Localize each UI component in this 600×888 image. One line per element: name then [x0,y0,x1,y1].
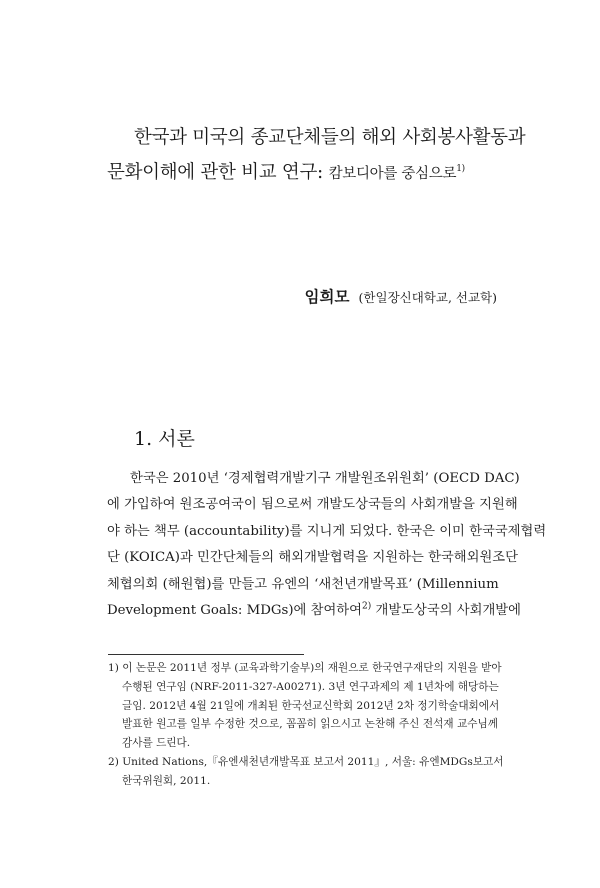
paper-title-line-1: 한국과 미국의 종교단체들의 해외 사회봉사활동과 [134,127,526,148]
footnote-divider [108,654,304,655]
body-line: 체협의회 (해원협)를 만들고 유엔의 ‘새천년개발목표’ (Millennium [107,576,499,592]
author-affiliation: (한일장신대학교, 선교학) [358,290,497,305]
author-byline [305,285,497,307]
body-line: 야 하는 책무 (accountability)를 지니게 되었다. 한국은 이미 한국국제협력 [107,523,547,539]
body-line-text: Development Goals: MDGs)에 참여하여 [107,602,362,618]
footnote-ref-2[interactable]: 2) [362,601,372,612]
footnote-2-line: 한국위원회, 2011. [122,774,211,787]
footnotes [108,659,504,791]
footnote-1-line: 발표한 원고를 일부 수정한 것으로, 꼼꼼히 읽으시고 논찬해 주신 전석재 교수님께 [122,718,498,731]
body-line-text: 개발도상국의 사회개발에 [371,602,521,618]
body-paragraph [107,466,547,624]
body-line-last [107,598,521,624]
paper-title-main: 문화이해에 관한 비교 연구: [107,162,323,183]
footnote-1-line: 수행된 연구임 (NRF-2011-327-A00271). 3년 연구과제의 제 1년차에 해당하는 [122,680,499,693]
footnote-1-line: 1) 이 논문은 2011년 정부 (교육과학기술부)의 재원으로 한국연구재단의 지원을 받아 [108,662,502,674]
body-line: 단 (KOICA)과 민간단체들의 해외개발협력을 지원하는 한국해외원조단 [107,550,518,566]
author-name: 임희모 [304,287,350,306]
footnote-2-line: 2) United Nations,『유엔새천년개발목표 보고서 2011』, 서울: 유엔MDGs보고서 [108,755,504,768]
title-footnote-marker[interactable]: 1) [456,163,465,174]
paper-title-line-2 [107,160,465,187]
paper-subtitle: 캄보디아를 중심으로 [328,166,457,182]
body-line: 에 가입하여 원조공여국이 됨으로써 개발도상국들의 사회개발을 지원해 [107,497,518,513]
footnote-1-line: 감사를 드린다. [122,737,191,750]
body-line: 한국은 2010년 ‘경제협력개발기구 개발원조위원회’ (OECD DAC) [130,471,520,486]
section-heading: 1. 서론 [134,428,195,450]
footnote-1-line: 글임. 2012년 4월 21일에 개최된 한국선교신학회 2012년 2차 정기학술대회에서 [122,699,500,712]
